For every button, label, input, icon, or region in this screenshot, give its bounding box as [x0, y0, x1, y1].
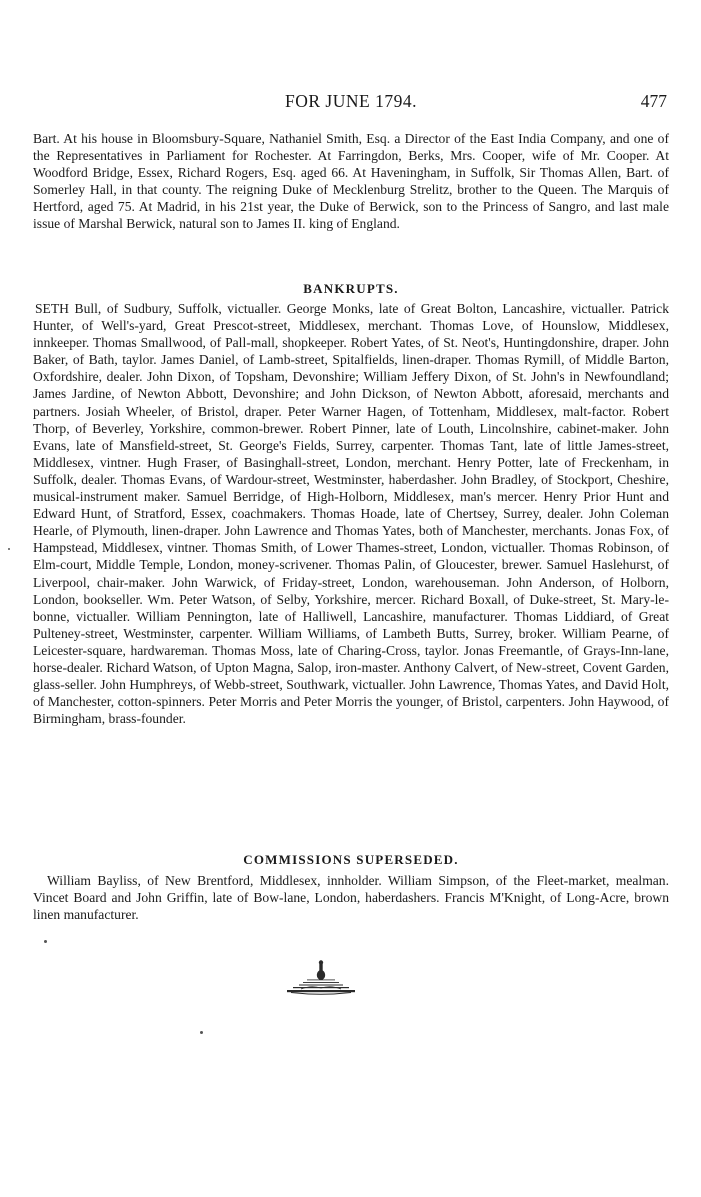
bankrupts-heading: BANKRUPTS.: [303, 281, 399, 296]
running-head: FOR JUNE 1794.: [285, 91, 417, 111]
tailpiece-ornament-svg: [281, 958, 361, 998]
commissions-list: William Bayliss, of New Brentford, Middlesex, innholder. William Simpson, of the Fleet-market, mealman. Vincet Board and John Griffin, late of Bow-lane, London, haberdashers. Francis M'Knight, of Long-Acre, brown linen manufacturer.: [33, 873, 669, 923]
obituary-continuation: Bart. At his house in Bloomsbury-Square, Nathaniel Smith, Esq. a Director of the East India Company, and one of the Representatives in Parliament for Rochester. At Farringdon, Berks, Mrs. Cooper, wife of Mr. Cooper. At Woodford Bridge, Essex, Richard Rogers, Esq. aged 66. At Haveningham, in Suffolk, Sir Thomas Allen, Bart. of Somerley Hall, in that county. The reigning Duke of Mecklenburg Strelitz, brother to the Queen. The Marquis of Hertford, aged 75. At Madrid, in his 21st year, the Duke of Berwick, son to the Princess of Sangro, and last male issue of Marshal Berwick, natural son to James II. king of England.: [33, 131, 669, 232]
paper-speck: [44, 940, 47, 943]
commissions-heading: COMMISSIONS SUPERSEDED.: [243, 852, 459, 867]
page-header: [33, 91, 669, 115]
page-number: 477: [640, 91, 667, 111]
tailpiece-ornament-icon: [281, 958, 361, 998]
document-page: [33, 0, 669, 1197]
paper-speck: [8, 548, 10, 550]
bankrupts-list: SETH Bull, of Sudbury, Suffolk, victualler. George Monks, late of Great Bolton, Lancashire, victualler. Patrick Hunter, of Well's-yard, Great Prescot-street, Middlesex, merchant. Thomas Love, of Hounslow, Middlesex, innkeeper. Thomas Smallwood, of Pall-mall, shopkeeper. Robert Yates, of St. Neot's, Huntingdonshire, draper. John Baker, of Bath, taylor. James Daniel, of Lamb-street, Spitalfields, linen-draper. Thomas Rymill, of Middle Barton, Oxfordshire, dealer. John Dixon, of Topsham, Devonshire; William Jeffery Dixon, of St. John's in Newfoundland; James Jardine, of Newton Abbott, Devonshire; and John Dickson, of Newton Abbott, aforesaid, merchants and partners. Josiah Wheeler, of Bristol, draper. Peter Warner Hagen, of Tottenham, Middlesex, malt-factor. Robert Thorp, of Beverley, Yorkshire, common-brewer. Robert Pinner, late of Louth, Lincolnshire, cabinet-maker. John Evans, late of Mansfield-street, St. George's Fields, Surrey, carpenter. Thomas Tant, late of little James-street, Middlesex, vintner. Hugh Fraser, of Basinghall-street, London, merchant. Henry Potter, late of Freckenham, in Suffolk, dealer. Thomas Evans, of Wardour-street, Westminster, haberdasher. John Bradley, of Stockport, Cheshire, musical-instrument maker. Samuel Berridge, of High-Holborn, Middlesex, man's mercer. Henry Prior Hunt and Edward Hunt, of Stratford, Essex, coachmakers. Thomas Hoade, late of Chertsey, Surrey, dealer. John Coleman Hearle, of Plymouth, linen-draper. John Lawrence and Thomas Yates, both of Manchester, merchants. Jonas Fox, of Hampstead, Middlesex, vintner. Thomas Smith, of Lower Thames-street, London, victualler. Thomas Robinson, of Elm-court, Middle Temple, London, money-scrivener. Thomas Palin, of Gloucester, brewer. Samuel Haslehurst, of Liverpool, chair-maker. John Warwick, of Friday-street, London, warehouseman. John Anderson, of Holborn, London, bookseller. Wm. Peter Watson, of Selby, Yorkshire, mercer. Richard Boxall, of Duke-street, St. Mary-le-bonne, victualler. William Pennington, late of Halliwell, Lancashire, manufacturer. Thomas Liddiard, of Great Pulteney-street, Westminster, carpenter. William Williams, of Lambeth Butts, Surrey, broker. William Pearne, of Leicester-square, hardwareman. Thomas Moss, late of Charing-Cross, taylor. Jonas Freemantle, of Grays-Inn-lane, horse-dealer. Richard Watson, of Upton Magna, Salop, iron-master. Anthony Calvert, of New-street, Covent Garden, glass-seller. John Humphreys, of Webb-street, Southwark, victualler. John Lawrence, Thomas Yates, and David Holt, of Manchester, cotton-spinners. Peter Morris and Peter Morris the younger, of Bristol, carpenters. John Haywood, of Birmingham, brass-founder.: [33, 301, 669, 727]
paper-speck: [200, 1031, 203, 1034]
